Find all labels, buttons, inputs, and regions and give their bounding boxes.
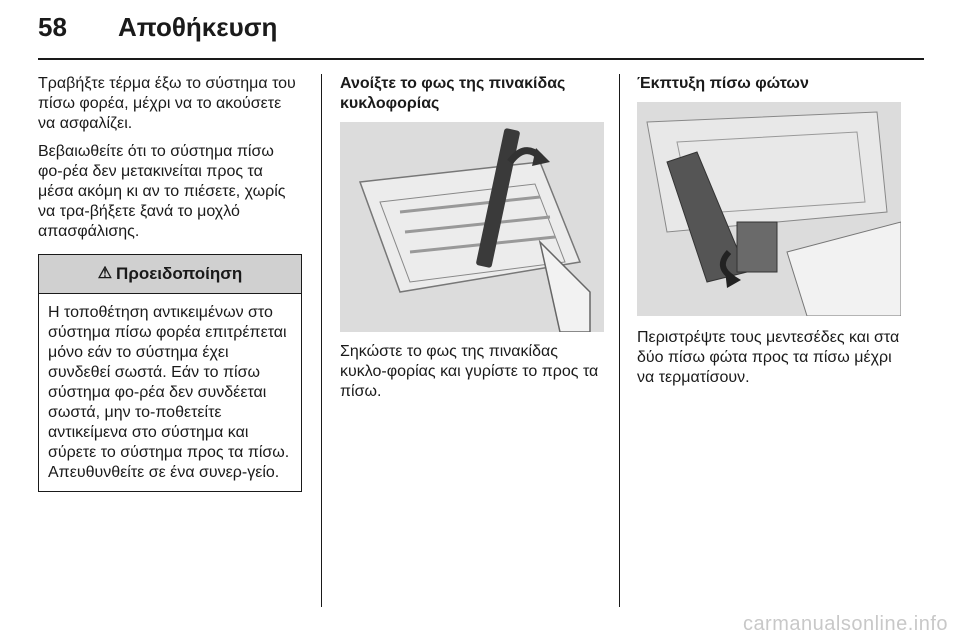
section-heading: Έκπτυξη πίσω φώτων — [637, 75, 809, 92]
warning-header — [39, 255, 301, 294]
warning-title: Προειδοποίηση — [116, 264, 243, 283]
column-2 — [340, 74, 604, 410]
caption: Περιστρέψτε τους μεντεσέδες και στα δύο πίσω φώτα προς τα πίσω μέχρι να τερματίσουν. — [637, 329, 900, 386]
warning-box — [38, 254, 302, 492]
warning-text: Η τοποθέτηση αντικειμένων στο σύστημα πίσω φορέα επιτρέπεται μόνο εάν το σύστημα έχει συνδεθεί σωστά. Εάν το πίσω σύστημα φο-ρέα δεν συνδέεται σωστά, μην το-ποθετείτε αντικείμενα στο σύστημα και σύρετε το σύστημα προς τα πίσω. Απευθυνθείτε σε ένα συνερ-γείο. — [48, 304, 290, 481]
page-number: 58 — [38, 12, 67, 42]
caption: Σηκώστε το φως της πινακίδας κυκλο-φορίας και γυρίστε το προς τα πίσω. — [340, 343, 599, 400]
column-1 — [38, 74, 302, 492]
watermark: carmanualsonline.info — [742, 613, 948, 635]
column-divider — [619, 74, 620, 607]
page-header — [38, 12, 924, 43]
section-heading: Ανοίξτε το φως της πινακίδας κυκλοφορίας — [340, 75, 566, 112]
rear-lights-illustration — [637, 102, 901, 316]
column-divider — [321, 74, 322, 607]
body-paragraph: Τραβήξτε τέρμα έξω το σύστημα του πίσω φορέα, μέχρι να το ακούσετε να ασφαλίζει. — [38, 75, 296, 132]
column-3 — [637, 74, 901, 396]
warning-icon: ⚠ — [97, 265, 113, 282]
header-rule — [38, 58, 924, 60]
body-paragraph: Βεβαιωθείτε ότι το σύστημα πίσω φο-ρέα δεν μετακινείται προς τα μέσα ακόμη κι αν το πιέσετε, χωρίς να τρα-βήξετε ξανά το μοχλό απασφάλισης. — [38, 143, 286, 240]
license-plate-light-illustration — [340, 122, 604, 332]
page-title: Αποθήκευση — [118, 12, 278, 42]
